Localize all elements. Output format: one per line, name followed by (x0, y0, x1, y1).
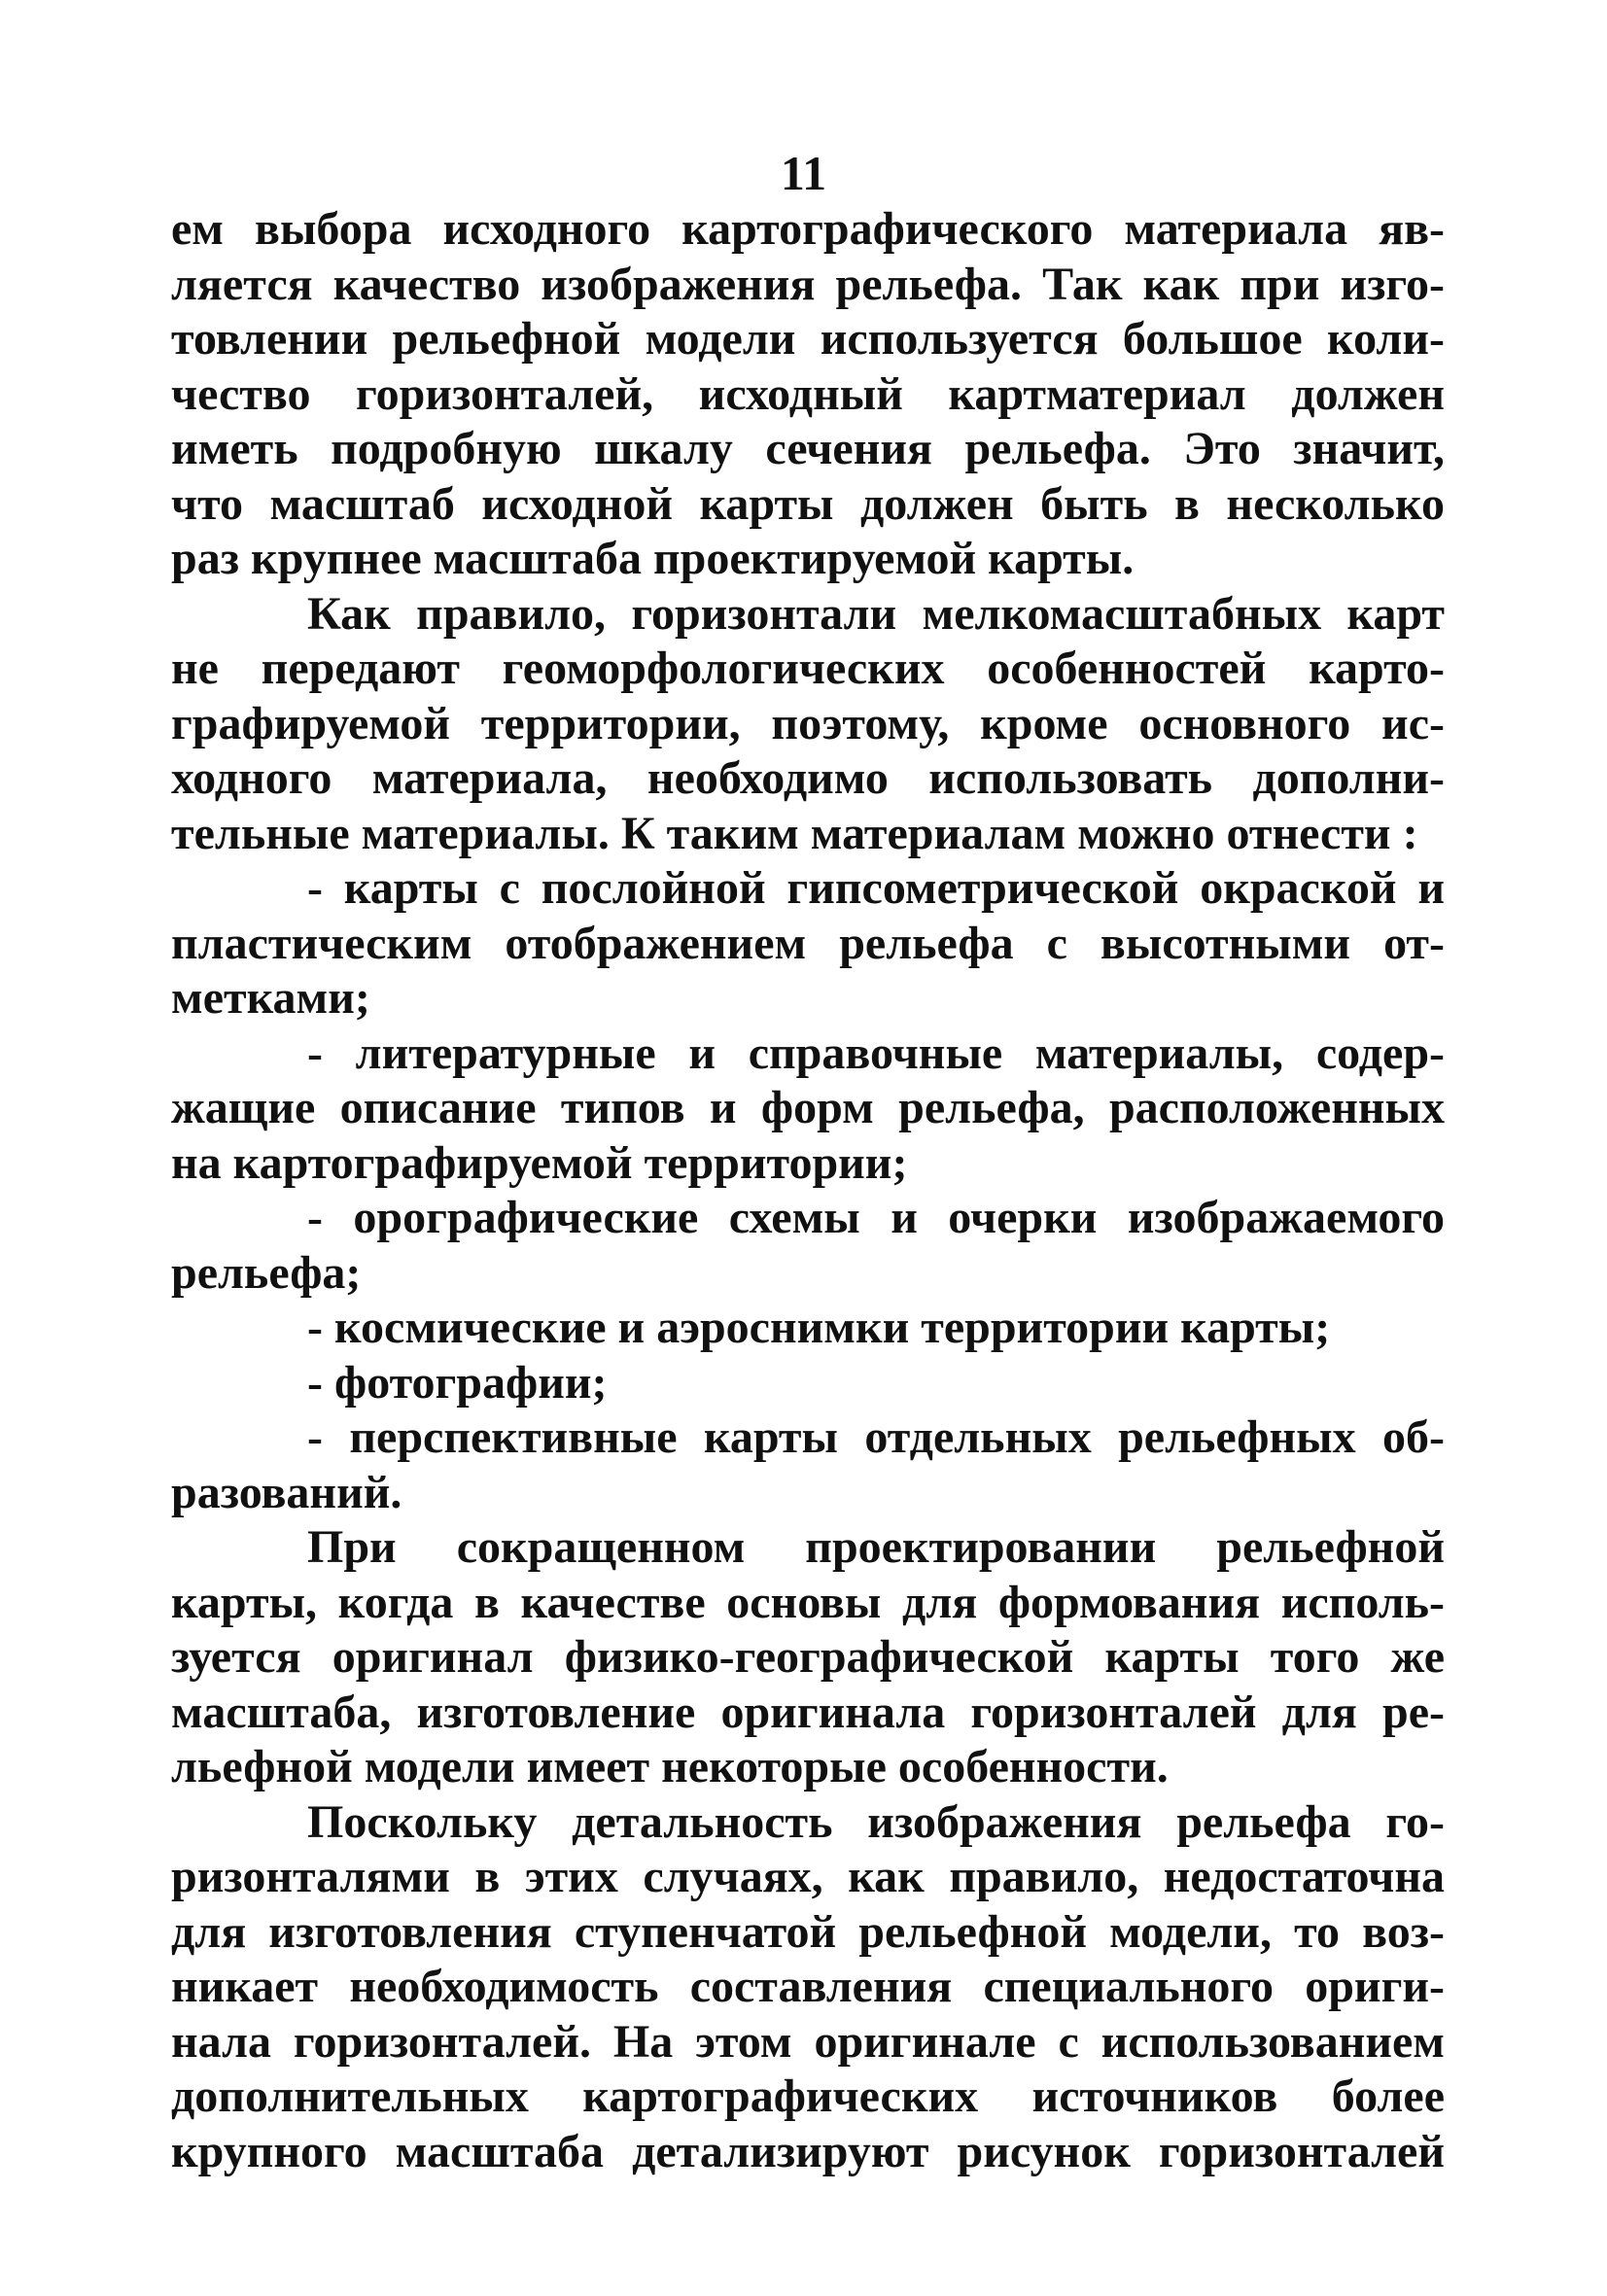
text-line: нала горизонталей. На этом оригинале с использованием (171, 2015, 1445, 2068)
text-line: графируемой территории, поэтому, кроме основного ис- (171, 697, 1445, 749)
text-line: никает необходимость составления специального ориги- (171, 1961, 1445, 2012)
text-line: метками; (171, 972, 370, 1024)
text-line: чество горизонталей, исходный картматериал должен (171, 367, 1445, 420)
text-line: для изготовления ступенчатой рельефной модели, то воз- (171, 1905, 1445, 1958)
paragraph-2 (171, 587, 1445, 1521)
paragraph-4 (171, 1795, 1445, 2180)
page-number: 11 (780, 146, 827, 200)
text-line: ем выбора исходного картографического материала яв- (171, 203, 1445, 255)
text-line: что масштаб исходной карты должен быть в несколько (171, 477, 1445, 530)
paragraph-1 (171, 202, 1445, 587)
text-line: - космические и аэроснимки территории карты; (307, 1302, 1331, 1353)
text-line: дополнительных картографических источников более (171, 2070, 1445, 2122)
text-line: рельефа; (171, 1246, 362, 1299)
text-line: масштаба, изготовление оригинала горизонталей для ре- (171, 1686, 1445, 1738)
text-line: Поскольку детальность изображения рельефа го- (307, 1795, 1445, 1848)
text-line: карты, когда в качестве основы для формования исполь- (171, 1576, 1445, 1628)
text-line: Как правило, горизонтали мелкомасштабных карт (307, 587, 1445, 640)
text-line: зуется оригинал физико-географической карты того же (171, 1631, 1445, 1683)
text-line: раз крупнее масштаба проектируемой карты. (171, 533, 1135, 584)
text-line: - литературные и справочные материалы, содер- (307, 1026, 1445, 1079)
text-line: - орографические схемы и очерки изображаемого (307, 1192, 1445, 1243)
text-line: пластическим отображением рельефа с высотными от- (171, 917, 1445, 969)
document-body (171, 202, 1445, 2179)
text-line: - карты с послойной гипсометрической окраской и (307, 862, 1445, 914)
text-line: - фотографии; (307, 1356, 608, 1409)
text-line: товлении рельефной модели используется большое коли- (171, 313, 1445, 365)
paragraph-3 (171, 1520, 1445, 1795)
text-line: разований. (171, 1466, 402, 1518)
text-line: на картографируемой территории; (171, 1136, 908, 1189)
text-line: льефной модели имеет некоторые особенности. (171, 1741, 1169, 1792)
text-line: не передают геоморфологических особенностей карто- (171, 643, 1445, 694)
text-line: крупного масштаба детализируют рисунок горизонталей (171, 2125, 1445, 2177)
text-line: При сокращенном проектировании рельефной (307, 1521, 1445, 1573)
text-line: тельные материалы. К таким материалам можно отнести : (171, 807, 1418, 859)
text-line: ляется качество изображения рельефа. Так как при изго- (171, 258, 1445, 310)
text-line: ходного материала, необходимо использовать дополни- (171, 752, 1445, 804)
text-line: - перспективные карты отдельных рельефных об- (307, 1411, 1445, 1463)
text-line: иметь подробную шкалу сечения рельефа. Это значит, (171, 423, 1445, 474)
text-line: жащие описание типов и форм рельефа, расположенных (171, 1082, 1445, 1133)
text-line: ризонталями в этих случаях, как правило, недостаточна (171, 1851, 1445, 1902)
